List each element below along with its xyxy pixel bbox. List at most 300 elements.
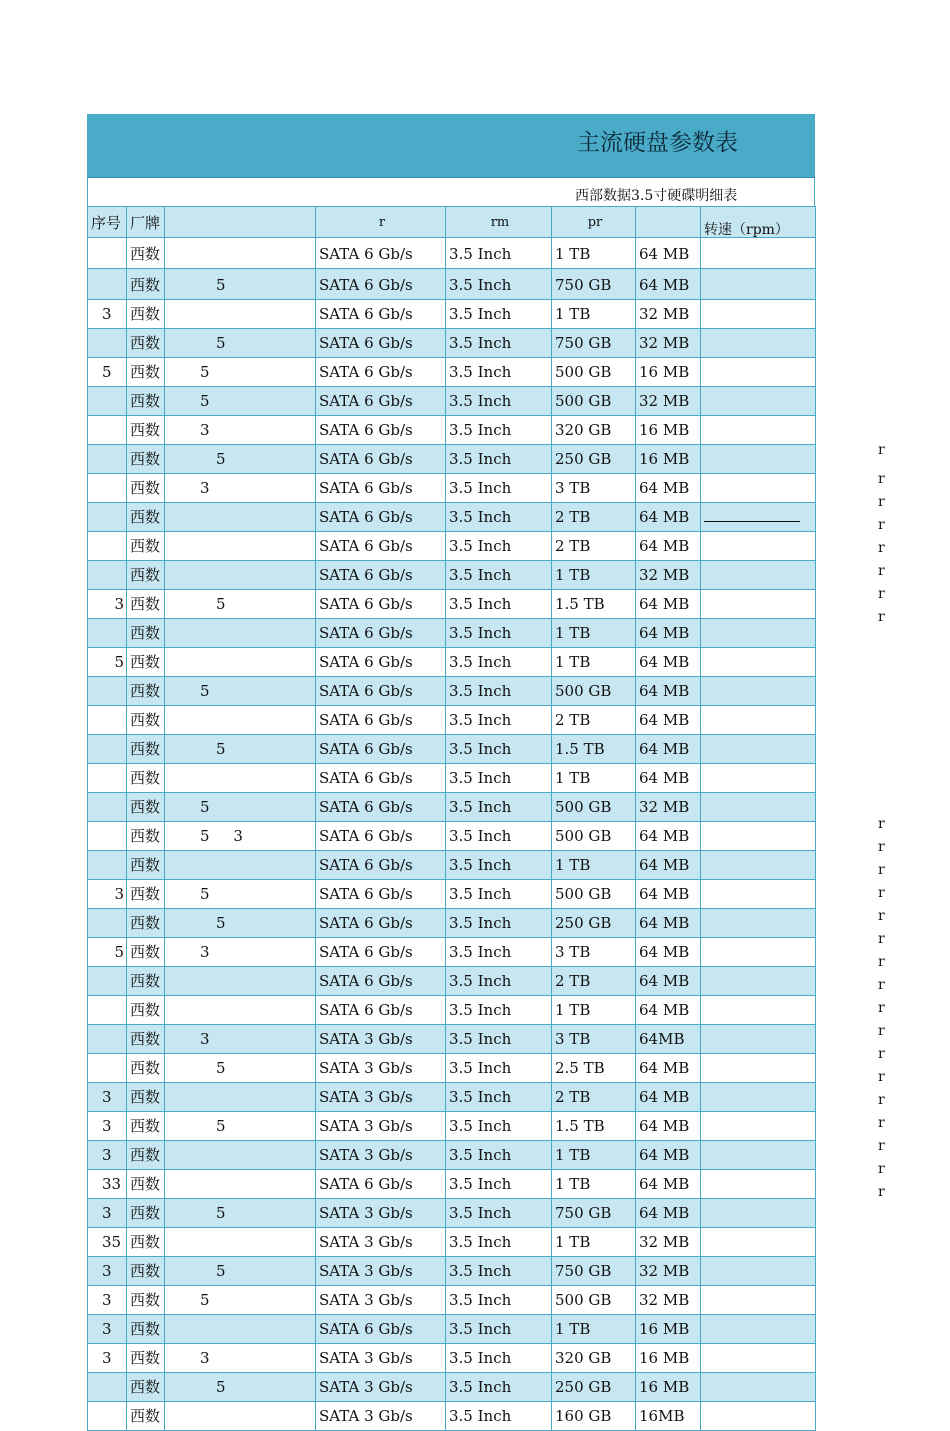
cell-brand	[127, 793, 165, 822]
cell-capacity-text: 750 GB	[555, 334, 612, 352]
cell-interface	[316, 1083, 446, 1112]
cell-capacity-text: 500 GB	[555, 682, 612, 700]
cell-cache	[636, 1402, 701, 1431]
cell-interface-text: SATA 3 Gb/s	[319, 1204, 413, 1222]
cell-brand-text: 西数	[130, 624, 161, 642]
cell-size-text: 3.5 Inch	[449, 508, 512, 526]
cell-cache	[636, 648, 701, 677]
overflow-mark: r	[878, 539, 885, 556]
cell-cache-text: 64 MB	[639, 914, 690, 932]
cell-model	[165, 793, 316, 822]
cell-size	[446, 445, 552, 474]
cell-speed	[701, 1402, 816, 1431]
cell-capacity	[552, 532, 636, 561]
cell-cache	[636, 300, 701, 329]
cell-brand	[127, 269, 165, 300]
table-row	[88, 503, 816, 532]
cell-seq-text: 3	[102, 1291, 112, 1309]
cell-cache	[636, 1373, 701, 1402]
cell-brand	[127, 648, 165, 677]
cell-interface	[316, 851, 446, 880]
cell-brand-text: 西数	[130, 392, 161, 410]
cell-model	[165, 561, 316, 590]
overflow-mark: r	[878, 441, 885, 458]
cell-model	[165, 619, 316, 648]
cell-size	[446, 1141, 552, 1170]
cell-size-text: 3.5 Inch	[449, 1349, 512, 1367]
cell-seq	[88, 416, 127, 445]
cell-cache	[636, 358, 701, 387]
hdd-table	[87, 206, 816, 1431]
cell-seq-text: 5	[114, 943, 124, 961]
cell-size	[446, 880, 552, 909]
cell-size	[446, 1257, 552, 1286]
cell-speed	[701, 1054, 816, 1083]
cell-capacity-text: 750 GB	[555, 276, 612, 294]
cell-size	[446, 561, 552, 590]
cell-model	[165, 269, 316, 300]
cell-brand	[127, 1025, 165, 1054]
cell-brand-text: 西数	[130, 334, 161, 352]
cell-model-text: 5	[216, 1262, 226, 1280]
overflow-mark: r	[878, 1160, 885, 1177]
cell-seq	[88, 1170, 127, 1199]
cell-interface-text: SATA 3 Gb/s	[319, 1233, 413, 1251]
cell-interface-text: SATA 6 Gb/s	[319, 856, 413, 874]
cell-size-text: 3.5 Inch	[449, 392, 512, 410]
cell-seq	[88, 822, 127, 851]
cell-cache-text: 32 MB	[639, 305, 690, 323]
cell-speed	[701, 648, 816, 677]
cell-size-text: 3.5 Inch	[449, 653, 512, 671]
cell-model-text: 5	[216, 334, 226, 352]
cell-seq	[88, 561, 127, 590]
cell-model-text: 5	[216, 1117, 226, 1135]
cell-capacity-text: 3 TB	[555, 943, 591, 961]
table-row	[88, 269, 816, 300]
cell-seq-text: 3	[102, 1262, 112, 1280]
table-row	[88, 1199, 816, 1228]
cell-cache-text: 64 MB	[639, 1001, 690, 1019]
cell-model	[165, 1402, 316, 1431]
cell-model	[165, 238, 316, 269]
cell-brand	[127, 967, 165, 996]
cell-brand-text: 西数	[130, 479, 161, 497]
cell-cache-text: 64 MB	[639, 711, 690, 729]
table-row	[88, 1344, 816, 1373]
cell-capacity	[552, 648, 636, 677]
cell-speed	[701, 561, 816, 590]
cell-capacity	[552, 1054, 636, 1083]
cell-interface	[316, 358, 446, 387]
cell-interface	[316, 329, 446, 358]
cell-interface	[316, 1344, 446, 1373]
cell-cache-text: 16 MB	[639, 421, 690, 439]
cell-capacity-text: 1 TB	[555, 305, 591, 323]
cell-interface-text: SATA 6 Gb/s	[319, 392, 413, 410]
cell-brand-text: 西数	[130, 972, 161, 990]
cell-size	[446, 474, 552, 503]
cell-interface-text: SATA 6 Gb/s	[319, 740, 413, 758]
cell-size-text: 3.5 Inch	[449, 711, 512, 729]
cell-model-text: 5	[216, 1378, 226, 1396]
cell-model	[165, 1199, 316, 1228]
cell-model	[165, 1373, 316, 1402]
cell-model-text: 5 3	[200, 827, 243, 845]
cell-brand	[127, 1199, 165, 1228]
cell-interface	[316, 967, 446, 996]
cell-brand-text: 西数	[130, 1291, 161, 1309]
cell-cache	[636, 706, 701, 735]
cell-capacity	[552, 996, 636, 1025]
cell-cache-text: 32 MB	[639, 798, 690, 816]
cell-cache	[636, 1170, 701, 1199]
overflow-mark: r	[878, 562, 885, 579]
cell-cache	[636, 677, 701, 706]
cell-model-text: 3	[200, 943, 210, 961]
cell-cache-text: 32 MB	[639, 1291, 690, 1309]
cell-brand	[127, 996, 165, 1025]
cell-speed	[701, 1373, 816, 1402]
cell-model	[165, 851, 316, 880]
cell-interface-text: SATA 3 Gb/s	[319, 1262, 413, 1280]
table-row	[88, 532, 816, 561]
cell-model	[165, 590, 316, 619]
cell-brand	[127, 1315, 165, 1344]
cell-brand-text: 西数	[130, 827, 161, 845]
cell-size-text: 3.5 Inch	[449, 624, 512, 642]
cell-model-text: 5	[200, 1291, 210, 1309]
cell-seq	[88, 532, 127, 561]
cell-seq	[88, 1112, 127, 1141]
cell-interface	[316, 1025, 446, 1054]
cell-capacity-text: 1 TB	[555, 1146, 591, 1164]
cell-capacity	[552, 880, 636, 909]
cell-interface	[316, 1141, 446, 1170]
cell-size	[446, 590, 552, 619]
cell-size	[446, 1054, 552, 1083]
cell-size-text: 3.5 Inch	[449, 595, 512, 613]
cell-speed	[701, 938, 816, 967]
cell-model-text: 3	[200, 1349, 210, 1367]
cell-interface-text: SATA 6 Gb/s	[319, 798, 413, 816]
cell-brand-text: 西数	[130, 856, 161, 874]
cell-cache-text: 16 MB	[639, 450, 690, 468]
table-row	[88, 851, 816, 880]
cell-capacity-text: 2 TB	[555, 537, 591, 555]
cell-cache	[636, 1315, 701, 1344]
cell-cache-text: 64 MB	[639, 682, 690, 700]
cell-seq	[88, 619, 127, 648]
cell-brand-text: 西数	[130, 1262, 161, 1280]
cell-cache	[636, 445, 701, 474]
cell-cache	[636, 238, 701, 269]
cell-size	[446, 300, 552, 329]
cell-capacity-text: 1.5 TB	[555, 1117, 605, 1135]
cell-size-text: 3.5 Inch	[449, 1378, 512, 1396]
cell-cache-text: 32 MB	[639, 566, 690, 584]
cell-cache	[636, 851, 701, 880]
cell-brand-text: 西数	[130, 1001, 161, 1019]
cell-speed	[701, 851, 816, 880]
cell-seq	[88, 677, 127, 706]
cell-seq	[88, 735, 127, 764]
cell-brand-text: 西数	[130, 1117, 161, 1135]
cell-interface	[316, 764, 446, 793]
cell-size	[446, 793, 552, 822]
overflow-mark: r	[878, 1137, 885, 1154]
cell-seq	[88, 793, 127, 822]
cell-interface-text: SATA 6 Gb/s	[319, 682, 413, 700]
cell-interface	[316, 561, 446, 590]
cell-interface	[316, 822, 446, 851]
cell-brand-text: 西数	[130, 1088, 161, 1106]
cell-brand-text: 西数	[130, 1407, 161, 1425]
cell-size-text: 3.5 Inch	[449, 537, 512, 555]
cell-brand	[127, 387, 165, 416]
overflow-mark: r	[878, 1091, 885, 1108]
cell-cache-text: 64 MB	[639, 508, 690, 526]
cell-model	[165, 532, 316, 561]
cell-size	[446, 648, 552, 677]
header-seq: 序号	[88, 207, 127, 238]
cell-cache-text: 32 MB	[639, 334, 690, 352]
cell-interface-text: SATA 6 Gb/s	[319, 943, 413, 961]
table-row	[88, 619, 816, 648]
cell-seq	[88, 1257, 127, 1286]
overflow-mark: r	[878, 999, 885, 1016]
cell-seq	[88, 329, 127, 358]
cell-brand-text: 西数	[130, 276, 161, 294]
cell-capacity	[552, 851, 636, 880]
table-row	[88, 329, 816, 358]
cell-interface-text: SATA 6 Gb/s	[319, 1320, 413, 1338]
cell-interface	[316, 269, 446, 300]
cell-model	[165, 1141, 316, 1170]
cell-cache	[636, 619, 701, 648]
cell-model-text: 5	[200, 798, 210, 816]
cell-brand	[127, 851, 165, 880]
cell-cache	[636, 1141, 701, 1170]
table-row	[88, 996, 816, 1025]
cell-cache	[636, 329, 701, 358]
cell-brand-text: 西数	[130, 798, 161, 816]
cell-speed	[701, 269, 816, 300]
table-row	[88, 793, 816, 822]
cell-capacity-text: 1 TB	[555, 1233, 591, 1251]
cell-brand-text: 西数	[130, 943, 161, 961]
cell-model	[165, 300, 316, 329]
cell-seq	[88, 909, 127, 938]
cell-interface-text: SATA 6 Gb/s	[319, 479, 413, 497]
cell-brand	[127, 938, 165, 967]
cell-brand-text: 西数	[130, 914, 161, 932]
overflow-mark: r	[878, 1183, 885, 1200]
cell-capacity-text: 1 TB	[555, 566, 591, 584]
cell-interface	[316, 677, 446, 706]
cell-brand	[127, 329, 165, 358]
cell-size-text: 3.5 Inch	[449, 1320, 512, 1338]
cell-speed	[701, 1257, 816, 1286]
cell-interface	[316, 909, 446, 938]
cell-seq	[88, 1025, 127, 1054]
cell-capacity	[552, 735, 636, 764]
cell-brand-text: 西数	[130, 1349, 161, 1367]
cell-brand	[127, 822, 165, 851]
cell-brand-text: 西数	[130, 305, 161, 323]
cell-interface-text: SATA 6 Gb/s	[319, 885, 413, 903]
cell-size-text: 3.5 Inch	[449, 450, 512, 468]
cell-seq	[88, 300, 127, 329]
cell-capacity	[552, 387, 636, 416]
cell-brand	[127, 416, 165, 445]
cell-size	[446, 619, 552, 648]
cell-interface	[316, 590, 446, 619]
cell-model	[165, 1228, 316, 1257]
cell-capacity	[552, 1199, 636, 1228]
cell-size	[446, 909, 552, 938]
cell-cache	[636, 1344, 701, 1373]
cell-capacity-text: 3 TB	[555, 1030, 591, 1048]
table-row	[88, 387, 816, 416]
cell-brand	[127, 1228, 165, 1257]
cell-interface-text: SATA 6 Gb/s	[319, 711, 413, 729]
table-row	[88, 822, 816, 851]
cell-seq	[88, 1054, 127, 1083]
header-brand: 厂牌	[127, 207, 165, 238]
cell-cache	[636, 1025, 701, 1054]
cell-size-text: 3.5 Inch	[449, 682, 512, 700]
cell-brand	[127, 590, 165, 619]
cell-model	[165, 1083, 316, 1112]
cell-brand	[127, 503, 165, 532]
cell-brand-text: 西数	[130, 508, 161, 526]
cell-brand	[127, 1083, 165, 1112]
cell-interface	[316, 880, 446, 909]
cell-model	[165, 358, 316, 387]
header-speed: 转速（rpm）	[701, 207, 816, 238]
table-row	[88, 300, 816, 329]
table-row	[88, 1170, 816, 1199]
cell-speed	[701, 329, 816, 358]
cell-seq-text: 3	[102, 1146, 112, 1164]
cell-interface	[316, 238, 446, 269]
cell-cache	[636, 1257, 701, 1286]
cell-speed	[701, 764, 816, 793]
cell-size	[446, 1286, 552, 1315]
cell-interface	[316, 793, 446, 822]
cell-size-text: 3.5 Inch	[449, 334, 512, 352]
cell-brand	[127, 706, 165, 735]
cell-seq	[88, 764, 127, 793]
overflow-mark: r	[878, 608, 885, 625]
cell-capacity-text: 160 GB	[555, 1407, 612, 1425]
cell-brand-text: 西数	[130, 1175, 161, 1193]
cell-brand-text: 西数	[130, 537, 161, 555]
cell-brand	[127, 1344, 165, 1373]
table-row	[88, 938, 816, 967]
cell-size-text: 3.5 Inch	[449, 363, 512, 381]
cell-model	[165, 706, 316, 735]
table-row	[88, 358, 816, 387]
cell-interface	[316, 648, 446, 677]
overflow-mark: r	[878, 907, 885, 924]
cell-interface	[316, 1402, 446, 1431]
overflow-mark: r	[878, 516, 885, 533]
cell-cache	[636, 1199, 701, 1228]
table-row	[88, 238, 816, 269]
cell-size-text: 3.5 Inch	[449, 276, 512, 294]
cell-speed	[701, 880, 816, 909]
cell-capacity	[552, 300, 636, 329]
cell-interface-text: SATA 3 Gb/s	[319, 1291, 413, 1309]
cell-interface	[316, 619, 446, 648]
cell-brand	[127, 735, 165, 764]
table-row	[88, 1025, 816, 1054]
cell-size-text: 3.5 Inch	[449, 1117, 512, 1135]
cell-capacity-text: 2 TB	[555, 508, 591, 526]
cell-cache	[636, 474, 701, 503]
speed-underline	[704, 511, 800, 522]
cell-model-text: 3	[200, 1030, 210, 1048]
cell-size-text: 3.5 Inch	[449, 943, 512, 961]
cell-brand	[127, 358, 165, 387]
cell-interface	[316, 735, 446, 764]
overflow-mark: r	[878, 1068, 885, 1085]
overflow-mark: r	[878, 1045, 885, 1062]
cell-capacity	[552, 1228, 636, 1257]
cell-size	[446, 387, 552, 416]
overflow-mark: r	[878, 493, 885, 510]
cell-model	[165, 1315, 316, 1344]
cell-capacity	[552, 1112, 636, 1141]
overflow-mark: r	[878, 953, 885, 970]
cell-seq	[88, 880, 127, 909]
cell-seq	[88, 1083, 127, 1112]
cell-size-text: 3.5 Inch	[449, 914, 512, 932]
cell-capacity-text: 1 TB	[555, 624, 591, 642]
cell-cache-text: 64 MB	[639, 885, 690, 903]
cell-capacity-text: 1 TB	[555, 1175, 591, 1193]
cell-speed	[701, 735, 816, 764]
cell-brand	[127, 561, 165, 590]
cell-cache	[636, 822, 701, 851]
cell-capacity-text: 1 TB	[555, 856, 591, 874]
cell-cache-text: 64 MB	[639, 943, 690, 961]
cell-seq-text: 3	[102, 1204, 112, 1222]
cell-speed	[701, 474, 816, 503]
cell-interface	[316, 938, 446, 967]
cell-seq	[88, 706, 127, 735]
cell-interface-text: SATA 6 Gb/s	[319, 624, 413, 642]
overflow-mark: r	[878, 861, 885, 878]
cell-cache	[636, 590, 701, 619]
cell-capacity	[552, 1141, 636, 1170]
cell-model	[165, 996, 316, 1025]
table-row	[88, 445, 816, 474]
cell-cache-text: 16 MB	[639, 363, 690, 381]
cell-interface-text: SATA 6 Gb/s	[319, 245, 413, 263]
cell-seq	[88, 1199, 127, 1228]
cell-cache-text: 16 MB	[639, 1320, 690, 1338]
cell-speed	[701, 996, 816, 1025]
cell-capacity	[552, 1083, 636, 1112]
cell-cache-text: 64 MB	[639, 537, 690, 555]
cell-speed	[701, 1141, 816, 1170]
cell-seq-text: 3	[114, 595, 124, 613]
spreadsheet	[87, 114, 815, 1431]
title-banner	[87, 114, 815, 178]
